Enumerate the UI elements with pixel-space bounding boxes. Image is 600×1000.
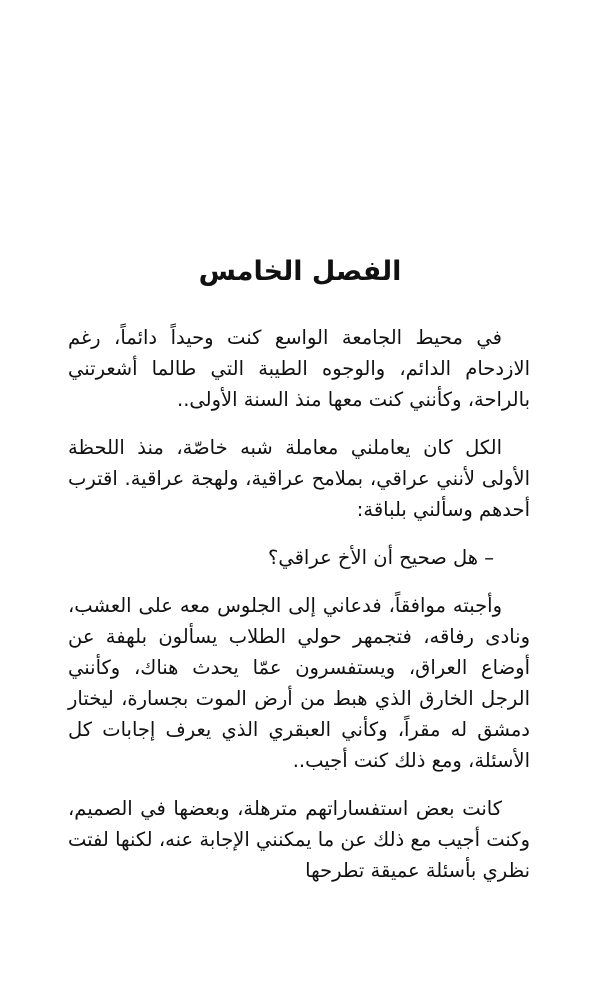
paragraph-3: وأجبته موافقاً، فدعاني إلى الجلوس معه على العشب، ونادى رفاقه، فتجمهر حولي الطلاب يسألون بلهفة عن أوضاع العراق، ويستفسرون عمّا يحدث هناك، وكأنني الرجل الخارق الذي هبط من أرض الموت بجسارة، ليختار دمشق له مقراً، وكأني العبقري الذي يعرف إجابات كل الأسئلة، ومع ذلك كنت أجيب.. <box>68 594 530 772</box>
chapter-body <box>68 322 530 903</box>
dialogue-line: – هل صحيح أن الأخ عراقي؟ <box>267 546 494 569</box>
paragraph-4: كانت بعض استفساراتهم مترهلة، وبعضها في الصميم، وكنت أجيب مع ذلك عن ما يمكنني الإجابة عنه، لكنها لفتت نظري بأسئلة عميقة تطرحها <box>68 797 530 882</box>
paragraph-2: الكل كان يعاملني معاملة شبه خاصّة، منذ اللحظة الأولى لأنني عراقي، بملامح عراقية، ولهجة عراقية. اقترب أحدهم وسألني بلباقة: <box>68 436 530 521</box>
paragraph-1: في محيط الجامعة الواسع كنت وحيداً دائماً، رغم الازدحام الدائم، والوجوه الطيبة التي طالما أشعرتني بالراحة، وكأنني كنت معها منذ السنة الأولى.. <box>68 326 530 411</box>
chapter-title: الفصل الخامس <box>198 256 402 287</box>
